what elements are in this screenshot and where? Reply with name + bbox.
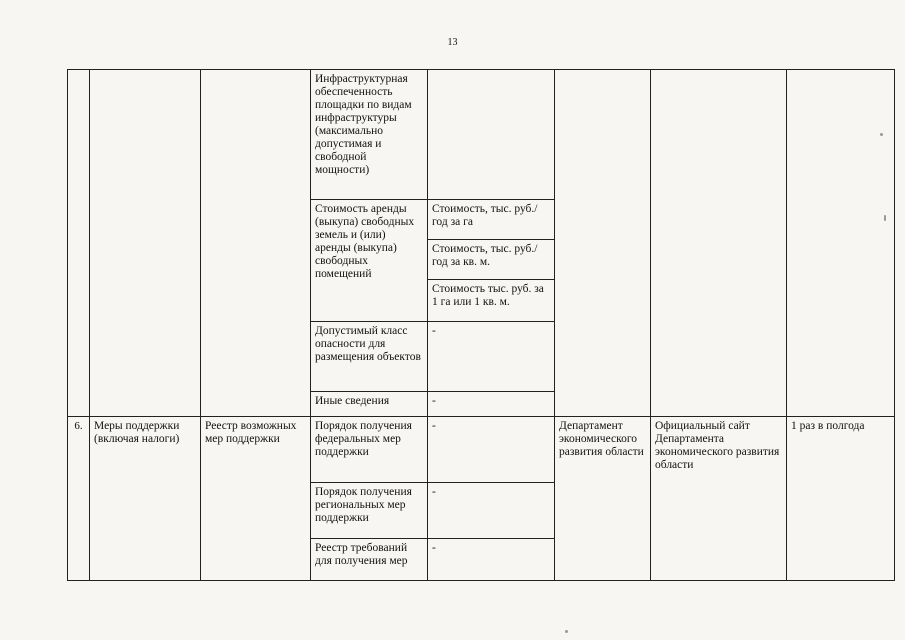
cell-category-empty — [90, 70, 201, 417]
row-frequency: 1 раз в полгода — [787, 417, 895, 581]
scan-speck — [884, 215, 886, 221]
rent-value-ha: Стоимость, тыс. руб./год за га — [428, 200, 555, 240]
rent-value-purchase: Стоимость тыс. руб. за 1 га или 1 кв. м. — [428, 280, 555, 322]
infra-value — [428, 70, 555, 200]
rent-value-sqm: Стоимость, тыс. руб./год за кв. м. — [428, 240, 555, 280]
row-category: Меры поддержки (включая налоги) — [90, 417, 201, 581]
support-regional-value: - — [428, 483, 555, 539]
row-responsible: Департамент экономического развития области — [555, 417, 651, 581]
table-row — [68, 417, 895, 483]
support-federal-label: Порядок получения федеральных мер поддержки — [311, 417, 428, 483]
cell-registry-empty — [201, 70, 311, 417]
data-table — [67, 69, 895, 581]
other-value: - — [428, 392, 555, 417]
infra-label: Инфраструктурная обеспеченность площадки по видам инфраструктуры (максимально допустимая и свободной мощности) — [311, 70, 428, 200]
hazard-label: Допустимый класс опасности для размещения объектов — [311, 322, 428, 392]
support-federal-value: - — [428, 417, 555, 483]
table-row — [68, 70, 895, 200]
support-regional-label: Порядок получения региональных мер поддержки — [311, 483, 428, 539]
row-source: Официальный сайт Департамента экономического развития области — [651, 417, 787, 581]
row-number: 6. — [68, 417, 90, 581]
support-requirements-label: Реестр требований для получения мер — [311, 539, 428, 581]
cell-source-empty — [651, 70, 787, 417]
support-requirements-value: - — [428, 539, 555, 581]
cell-frequency-empty — [787, 70, 895, 417]
page-number: 13 — [447, 37, 458, 48]
other-label: Иные сведения — [311, 392, 428, 417]
cell-responsible-empty — [555, 70, 651, 417]
hazard-value: - — [428, 322, 555, 392]
rent-label: Стоимость аренды (выкупа) свободных земель и (или) аренды (выкупа) свободных помещений — [311, 200, 428, 322]
cell-number-empty — [68, 70, 90, 417]
row-registry: Реестр возможных мер поддержки — [201, 417, 311, 581]
scan-speck — [565, 630, 568, 633]
scan-speck — [880, 133, 883, 136]
